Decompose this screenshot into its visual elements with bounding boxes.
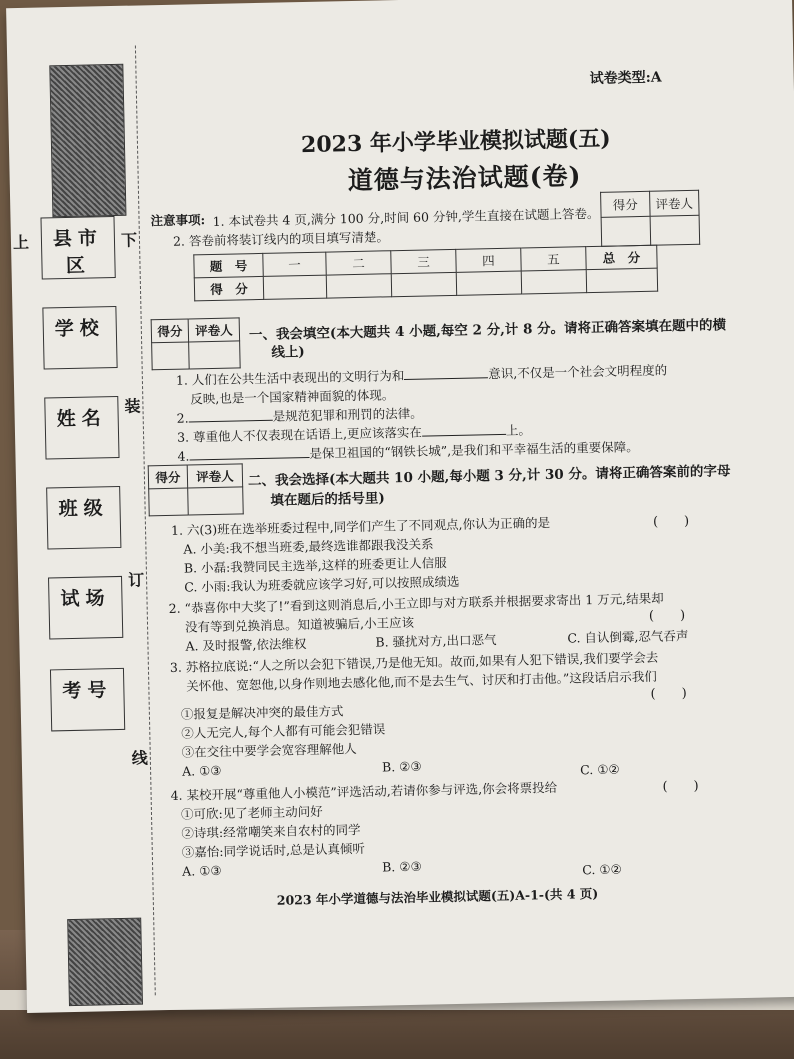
name-field: [44, 396, 119, 460]
score-table-entry: [326, 274, 391, 298]
school-label: 学校: [54, 317, 106, 341]
s1-q1-text: 意识,不仅是一个社会文明程度的: [488, 362, 668, 382]
section2-grader-table: [148, 463, 244, 516]
page-subtitle: 道德与法治试题(卷): [347, 161, 582, 196]
exam-number-label: 考号: [62, 679, 113, 703]
section2-grader-entry: [188, 487, 244, 515]
notice-item-2: 2. 答卷前将装订线内的项目填写清楚。: [172, 229, 390, 249]
s2-question-2-line1: 2. “恭喜你中大奖了!”看到这则消息后,小王立即与对方联系并根据要求寄出 1 万元,结果却: [168, 590, 664, 616]
section1-heading-line1: 一、我会填空(本大题共 4 小题,每空 2 分,计 8 分。请将正确答案填在题中的横: [248, 317, 727, 344]
school-field: [42, 306, 117, 370]
binding-hatch-pattern: [67, 918, 143, 1007]
class-label: 班级: [58, 497, 109, 521]
exam-room-label: 试场: [60, 587, 111, 611]
s2-question-3-line1: 3. 苏格拉底说:“人之所以会犯下错误,乃是他无知。故而,如果有人犯下错误,我们要学会去: [169, 649, 659, 675]
notice-item-1: 1. 本试卷共 4 页,满分 100 分,时间 60 分钟,学生直接在试题上答卷。: [212, 205, 600, 229]
score-table-entry: [391, 272, 456, 296]
score-table-entry: [456, 271, 521, 295]
score-table-entry: [586, 268, 657, 292]
score-table-header-cell: 总 分: [586, 245, 657, 269]
s2-q3-answer-paren: ( ): [650, 686, 687, 702]
binding-hatch-pattern: [49, 64, 126, 218]
s2-q3-statement-3: ③在交往中要学会宽容理解他人: [181, 741, 357, 760]
s2-q2-option-b: B. 骚扰对方,出口恶气: [375, 632, 497, 650]
s2-q4-option-a: A. ①③: [182, 862, 222, 879]
section2-heading-line1: 二、我会选择(本大题共 10 小题,每小题 3 分,计 30 分。请将正确答案前的字母: [247, 463, 731, 490]
s2-q2-option-c: C. 自认倒霉,忍气吞声: [567, 628, 689, 646]
s2-question-1: 1. 六(3)班在选举班委过程中,同学们产生了不同观点,你认为正确的是: [170, 514, 551, 538]
binding-mark-bottom: 下: [120, 230, 138, 250]
s2-q1-answer-paren: ( ): [652, 514, 690, 530]
page-title: 2023 年小学毕业模拟试题(五): [300, 125, 611, 159]
s1-q2-num: 2.: [176, 410, 189, 426]
score-table-header-cell: 题 号: [194, 253, 263, 277]
score-table-header-cell: 五: [521, 247, 586, 271]
s2-q3-option-a: A. ①③: [181, 762, 222, 779]
s2-q4-option-c: C. ①②: [582, 861, 622, 878]
s2-q4-answer-paren: ( ): [662, 778, 699, 795]
section1-grader-table: [151, 317, 241, 370]
s2-q2-option-a: A. 及时报警,依法维权: [185, 636, 307, 654]
s2-q4-statement-2: ②诗琪:经常嘲笑来自农村的同学: [181, 821, 361, 841]
exam-paper: [6, 0, 794, 1013]
section1-score-entry: [152, 342, 190, 370]
page-footer: 2023 年小学道德与法治毕业模拟试题(五)A-1-(共 4 页): [276, 886, 599, 908]
score-table-header-cell: 二: [326, 251, 391, 275]
s1-q2-text: 是规范犯罪和刑罚的法律。: [272, 405, 423, 424]
class-field: [46, 486, 121, 550]
section2-score-entry: [149, 488, 189, 516]
s1-question-1: [176, 360, 668, 389]
county-field: [40, 216, 115, 280]
score-table-entry: [521, 270, 586, 294]
notice-heading: 注意事项:: [150, 212, 206, 229]
binding-mark-ding: 订: [127, 570, 145, 590]
top-score-entry: [601, 216, 651, 246]
score-table-entry: [263, 275, 326, 299]
s1-q4-blank: [190, 457, 310, 461]
county-label: 县市区: [52, 227, 104, 278]
s2-q1-option-c: C. 小雨:我认为班委就应该学习好,可以按照成绩选: [184, 573, 460, 595]
top-grader-table: [600, 190, 700, 247]
s2-q1-option-a: A. 小美:我不想当班委,最终选谁都跟我没关系: [183, 536, 434, 557]
score-table-header-cell: 一: [263, 252, 326, 276]
s2-q3-option-b: B. ②③: [381, 758, 422, 775]
top-grader-entry: [650, 215, 700, 245]
s1-question-1-cont: 反映,也是一个国家精神面貌的体现。: [190, 387, 395, 407]
section1-grader-entry: [189, 341, 241, 369]
score-table-header-cell: 四: [456, 248, 521, 272]
s2-q4-statement-1: ①可欣:见了老师主动问好: [180, 803, 323, 822]
s1-q1-blank: [404, 377, 488, 380]
section2-heading-line2: 填在题后的括号里): [270, 490, 385, 509]
binding-line: [135, 46, 156, 996]
s2-q1-option-b: B. 小磊:我赞同民主选举,这样的班委更让人信服: [183, 555, 447, 576]
section1-grader-label: 评卷人: [188, 318, 239, 342]
s2-q3-statement-2: ②人无完人,每个人都有可能会犯错误: [181, 721, 386, 741]
section1-score-label: 得分: [151, 319, 188, 343]
s2-q4-statement-3: ③嘉怡:同学说话时,总是认真倾听: [181, 840, 366, 860]
s1-q3-text: 上。: [505, 422, 532, 438]
s2-q4-option-b: B. ②③: [381, 858, 422, 875]
top-score-cell: 得分: [601, 191, 651, 217]
binding-mark-zhuang: 装: [124, 396, 141, 416]
s1-q4-text: 是保卫祖国的“钢铁长城”,是我们和平幸福生活的重要保障。: [309, 439, 639, 461]
s1-q3-text: 3. 尊重他人不仅表现在话语上,更应该落实在: [176, 424, 423, 445]
binding-mark-top: 上: [12, 232, 30, 253]
exam-room-field: [48, 576, 123, 640]
s2-q3-option-c: C. ①②: [580, 761, 620, 778]
section2-grader-label: 评卷人: [187, 464, 242, 488]
score-table: [193, 245, 658, 302]
paper-type: 试卷类型:A: [589, 69, 662, 88]
top-grader-cell: 评卷人: [650, 190, 700, 216]
score-table-row-label: 得 分: [194, 276, 263, 300]
s1-q1-text: 1. 人们在公共生活中表现出的文明行为和: [175, 367, 405, 388]
s2-question-3-line2: 关怀他、宽恕他,以身作则地去感化他,而不是去生气、讨厌和打击他。”这段话启示我们: [186, 668, 657, 694]
section1-heading-line2: 线上): [271, 344, 305, 361]
score-table-header-cell: 三: [391, 249, 456, 273]
s2-question-4: 4. 某校开展“尊重他人小模范”评选活动,若请你参与评选,你会将票投给: [170, 779, 558, 803]
s1-q4-num: 4.: [177, 448, 190, 464]
name-label: 姓名: [56, 407, 107, 431]
section2-score-label: 得分: [148, 465, 187, 489]
s2-q2-answer-paren: ( ): [648, 608, 686, 624]
s1-q2-blank: [189, 420, 273, 423]
s2-question-2-line2: 没有等到兑换消息。知道被骗后,小王应该: [184, 614, 415, 635]
s2-q3-statement-1: ①报复是解决冲突的最佳方式: [180, 703, 344, 722]
exam-number-field: [50, 668, 125, 732]
binding-mark-xian: 线: [131, 748, 149, 768]
s1-q3-blank: [422, 434, 506, 437]
